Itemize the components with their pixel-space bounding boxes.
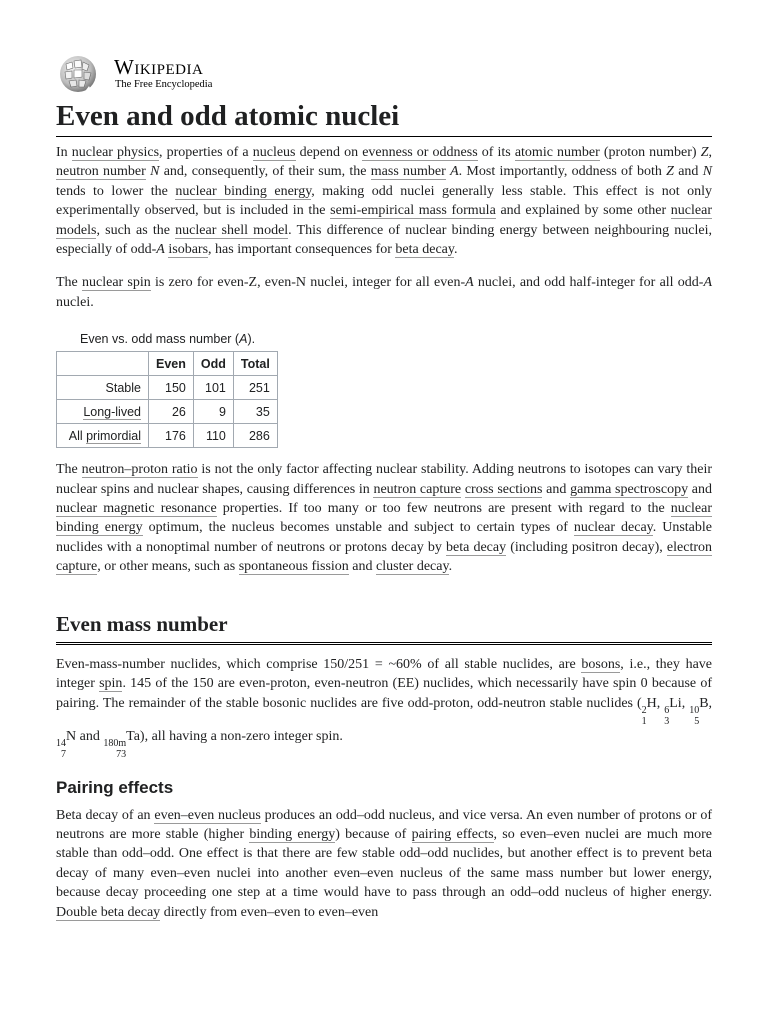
row-label-all-primordial: All primordial [57, 424, 149, 448]
cell-value: 101 [193, 376, 233, 400]
table-header-row [57, 352, 278, 376]
link-bosons[interactable]: bosons [581, 656, 621, 672]
table-corner-cell [57, 352, 149, 376]
table-row [57, 376, 278, 400]
link-evenness-oddness[interactable]: evenness or oddness [362, 145, 478, 160]
even-mass-paragraph: Even-mass-number nuclides, which comprise 150/251 = ~60% of all stable nuclides, are bosons, i.e., they have integer spin. 145 of the 150 are even-proton, even-neutron (EE) nuclides, which necessarily have spin 0 because of pairing. The remainder of the stable bosonic nuclides are five odd-proton, odd-neutron stable nuclides ( 2 1 H, 6 3 Li, 10 5 B, 14 7 N and 180m 73 Ta), all having a non-zero integer spin. [56, 656, 713, 760]
link-primordial[interactable]: primordial [86, 428, 141, 443]
link-beta-decay-2[interactable]: beta decay [446, 539, 507, 555]
isotope-b10[interactable]: 10 5 B [689, 695, 709, 727]
isotope-n14[interactable]: 14 7 N [56, 728, 77, 760]
link-spin[interactable]: spin [99, 676, 123, 692]
link-nuclear-physics[interactable]: nuclear physics [71, 145, 160, 160]
column-header-even: Even [149, 352, 194, 376]
intro-paragraph-1: In nuclear physics, properties of a nucleus depend on evenness or oddness of its atomic number (proton number) Z, neutron number N and, consequently, of their sum, the mass number A. Most importantly, oddness of both Z and N tends to lower the nuclear binding energy, making odd nuclei generally less stable. This effect is not only experimentally observed, but is included in the semi-empirical mass formula and explained by some other nuclear models, such as the nuclear shell model. This difference of nuclear binding energy between neighbouring nuclei, especially of odd-A isobars, has important consequences for beta decay. [56, 145, 713, 258]
link-neutron-number[interactable]: neutron number [56, 164, 146, 180]
link-binding-energy[interactable]: binding energy [249, 826, 336, 842]
section-heading-even-mass-number: Even mass number [56, 611, 712, 645]
link-beta-decay[interactable]: beta decay [395, 242, 454, 258]
link-cluster-decay[interactable]: cluster decay [376, 559, 449, 575]
link-neutron-proton-ratio[interactable]: neutron–proton ratio [81, 462, 198, 478]
site-wordmark[interactable]: Wikipedia [114, 55, 204, 79]
intro-paragraph-2: The nuclear spin is zero for even-Z, even-N nuclei, integer for all even-A nuclei, and odd half-integer for all odd-A nuclei. [56, 275, 713, 310]
table-caption: Even vs. odd mass number (A). [80, 332, 256, 347]
link-nuclear-magnetic-resonance[interactable]: nuclear magnetic resonance [56, 501, 217, 517]
cell-value: 150 [149, 376, 194, 400]
page-title: Even and odd atomic nuclei [56, 98, 712, 137]
link-nucleus[interactable]: nucleus [252, 145, 296, 160]
link-electron-capture[interactable]: electron capture [56, 539, 712, 575]
isotope-li6[interactable]: 6 3 Li [664, 695, 682, 727]
cell-value: 110 [193, 424, 233, 448]
isotope-h2[interactable]: 2 1 H [641, 695, 657, 727]
column-header-odd: Odd [193, 352, 233, 376]
row-label-stable: Stable [57, 376, 149, 400]
cell-value: 286 [233, 424, 277, 448]
link-double-beta-decay[interactable]: Double beta decay [56, 904, 161, 920]
link-nuclear-binding-energy-2[interactable]: nuclear binding energy [56, 501, 712, 536]
link-pairing-effects[interactable]: pairing effects [411, 826, 494, 842]
link-nuclear-binding-energy[interactable]: nuclear binding energy [175, 183, 312, 199]
subsection-heading-pairing-effects: Pairing effects [56, 777, 174, 797]
link-nuclear-spin[interactable]: nuclear spin [82, 275, 151, 291]
cell-value: 176 [149, 424, 194, 448]
link-gamma-spectroscopy[interactable]: gamma spectroscopy [570, 481, 689, 497]
pairing-paragraph: Beta decay of an even–even nucleus produces an odd–odd nucleus, and vice versa. An even number of protons or of neutrons are more stable (higher binding energy) because of pairing effects, so even–even nuclei are much more stable than odd–odd. One effect is that there are few stable odd–odd nuclides, but another effect is to prevent beta decay of many even–even nuclei into another even–even nucleus of the same mass number but lower energy, because decay proceeding one step at a time would have to pass through an odd–odd nucleus of higher energy. Double beta decay directly from even–even to even–even [56, 807, 712, 920]
cell-value: 26 [149, 400, 194, 424]
link-nuclear-shell-model[interactable]: nuclear shell model [175, 222, 289, 238]
column-header-total: Total [233, 352, 277, 376]
link-long-lived[interactable]: Long-lived [83, 404, 141, 419]
link-even-even-nucleus[interactable]: even–even nucleus [154, 807, 261, 823]
link-spontaneous-fission[interactable]: spontaneous fission [238, 559, 349, 575]
isotope-ta180m[interactable]: 180m 73 Ta [103, 728, 140, 760]
cell-value: 35 [233, 400, 277, 424]
cell-value: 251 [233, 376, 277, 400]
link-mass-number[interactable]: mass number [370, 164, 446, 180]
link-semi-empirical-mass-formula[interactable]: semi-empirical mass formula [330, 203, 496, 219]
row-label-long-lived [57, 400, 149, 424]
link-atomic-number[interactable]: atomic number [514, 145, 600, 160]
link-neutron-capture[interactable]: neutron capture [373, 481, 462, 497]
wikipedia-globe-logo-icon[interactable] [56, 54, 100, 94]
cell-value: 9 [193, 400, 233, 424]
link-cross-sections[interactable]: cross sections [464, 481, 543, 497]
stability-paragraph: The neutron–proton ratio is not the only factor affecting nuclear stability. Adding neutrons to isotopes can vary their nuclear spins and nuclear shapes, causing differences in neutron capture cross sections and gamma spectroscopy and nuclear magnetic resonance properties. If too many or too few neutrons are present with regard to the nuclear binding energy optimum, the nucleus becomes unstable and subject to certain types of nuclear decay. Unstable nuclides with a nonoptimal number of neutrons or protons decay by beta decay (including positron decay), electron capture, or other means, such as spontaneous fission and cluster decay. [56, 462, 713, 575]
link-isobars[interactable]: isobars [168, 242, 209, 258]
table-row [57, 424, 278, 448]
site-tagline: The Free Encyclopedia [115, 79, 213, 90]
article-body [56, 143, 712, 936]
table-row [57, 400, 278, 424]
link-nuclear-decay[interactable]: nuclear decay [573, 520, 653, 536]
link-nuclear-models[interactable]: nuclear models [56, 203, 712, 238]
even-odd-table [56, 351, 278, 448]
